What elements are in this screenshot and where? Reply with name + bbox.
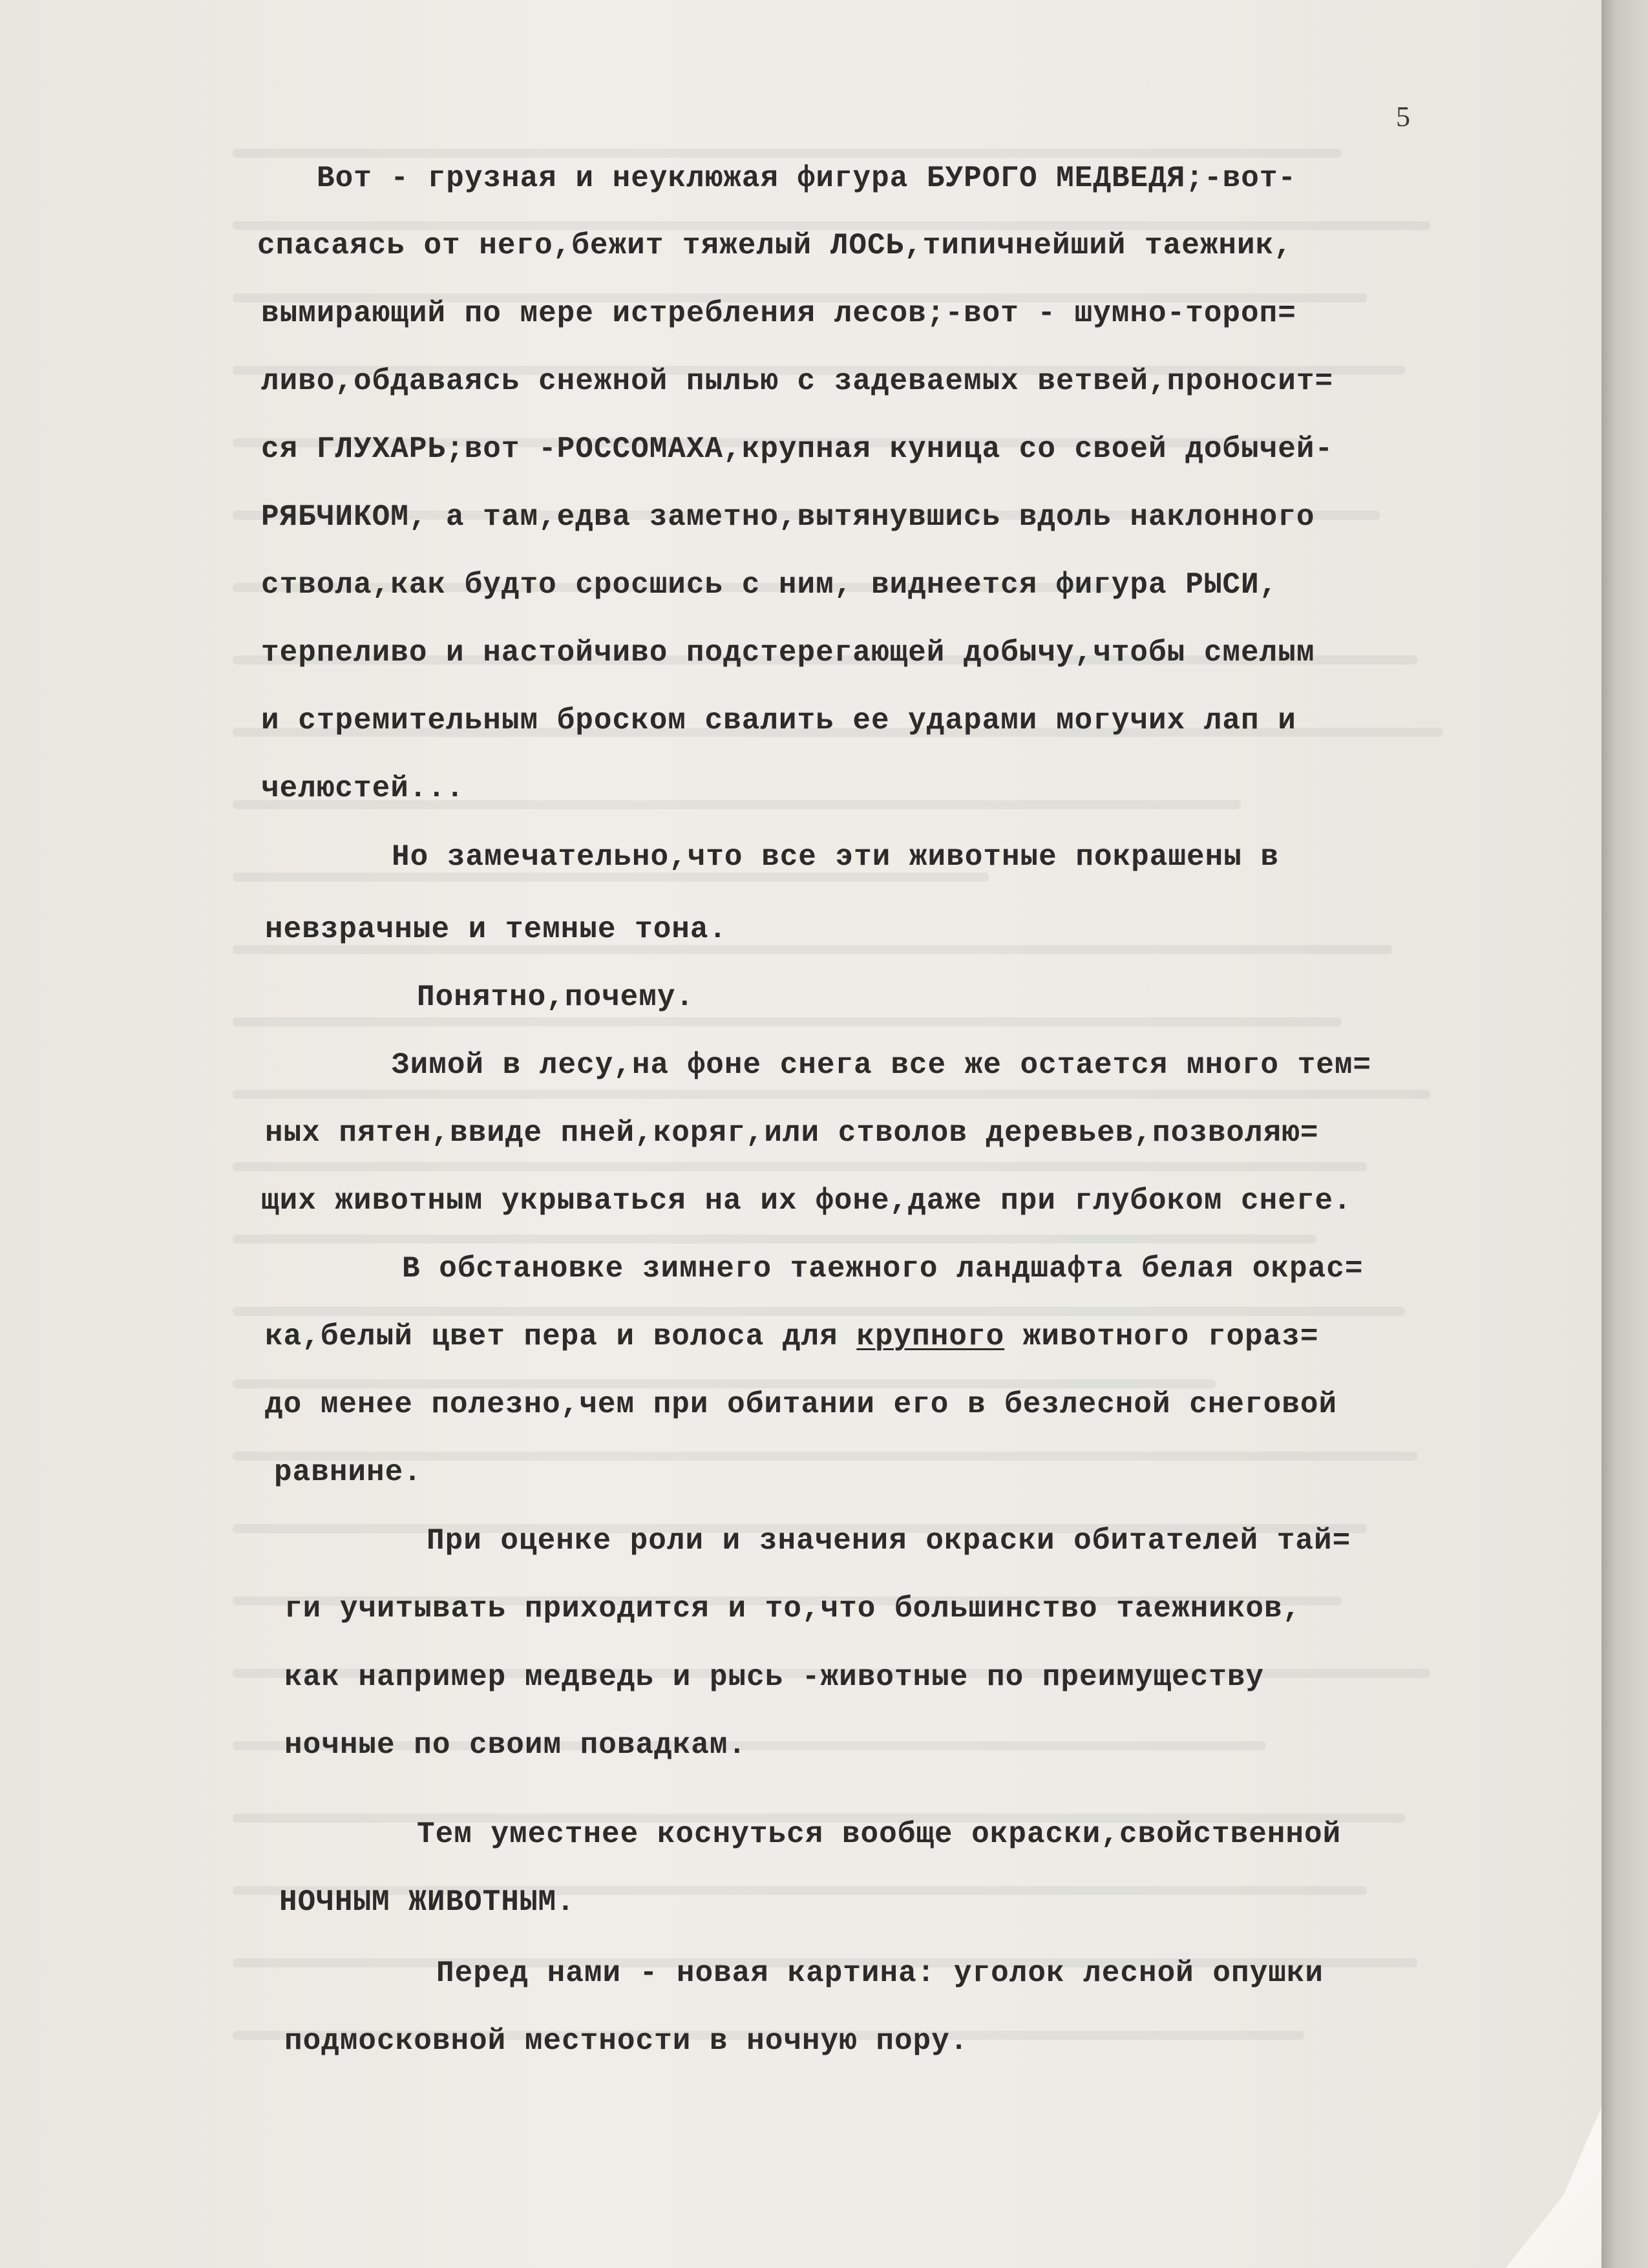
text-line: РЯБЧИКОМ, а там,едва заметно,вытянувшись вдоль наклонного xyxy=(261,500,1315,534)
text-line: Вот - грузная и неуклюжая фигура БУРОГО МЕДВЕДЯ;-вот- xyxy=(317,162,1297,195)
text-line: Перед нами - новая картина: уголок лесной опушки xyxy=(436,1956,1324,1990)
text-line: Понятно,почему. xyxy=(417,980,695,1014)
text-line: В обстановке зимнего таежного ландшафта белая окрас= xyxy=(402,1252,1364,1286)
text-line: терпеливо и настойчиво подстерегающей добычу,чтобы смелым xyxy=(261,636,1315,670)
text-line: подмосковной местности в ночную пору. xyxy=(284,2024,969,2058)
text-line: щих животным укрываться на их фоне,даже при глубоком снеге. xyxy=(261,1184,1352,1218)
text-line: как например медведь и рысь -животные по преимуществу xyxy=(284,1660,1265,1694)
text-line: НОЧНЫМ ЖИВОТНЫМ. xyxy=(279,1885,575,1919)
text-line: вымирающий по мере истребления лесов;-вот - шумно-тороп= xyxy=(261,297,1296,330)
text-line: ных пятен,ввиде пней,коряг,или стволов деревьев,позволяю= xyxy=(265,1116,1319,1150)
text-line: ночные по своим повадкам. xyxy=(284,1728,747,1762)
text-line: Зимой в лесу,на фоне снега все же остается много тем= xyxy=(392,1048,1372,1082)
text-line: Но замечательно,что все эти животные покрашены в xyxy=(392,840,1280,874)
text-line: спасаясь от него,бежит тяжелый ЛОСЬ,типичнейший таежник, xyxy=(257,229,1293,262)
text-line: ся ГЛУХАРЬ;вот -РОССОМАХА,крупная куница со своей добычей- xyxy=(261,432,1334,466)
text-line-with-underline xyxy=(265,1319,1318,1355)
text-line: Тем уместнее коснуться вообще окраски,свойственной xyxy=(417,1818,1342,1851)
text-line: ствола,как будто сросшись с ним, виднеется фигура РЫСИ, xyxy=(261,568,1278,602)
text-segment: животного гораз= xyxy=(1004,1320,1319,1353)
text-line: ги учитывать приходится и то,что большинство таежников, xyxy=(284,1592,1302,1626)
text-line: равнине. xyxy=(274,1456,422,1489)
text-line: до менее полезно,чем при обитании его в безлесной снеговой xyxy=(265,1388,1338,1421)
page-number: 5 xyxy=(1396,101,1410,132)
folded-corner xyxy=(1506,2107,1601,2268)
text-segment: ка,белый цвет пера и волоса для xyxy=(265,1320,857,1353)
text-line: ливо,обдаваясь снежной пылью с задеваемых ветвей,проносит= xyxy=(261,365,1334,398)
text-line: При оценке роли и значения окраски обитателей тай= xyxy=(427,1524,1351,1558)
scan-edge xyxy=(1601,0,1648,2268)
text-line: челюстей... xyxy=(261,772,465,805)
underlined-word: крупного xyxy=(856,1320,1005,1353)
text-line: невзрачные и темные тона. xyxy=(265,913,728,946)
text-line: и стремительным броском свалить ее ударами могучих лап и xyxy=(261,704,1296,737)
